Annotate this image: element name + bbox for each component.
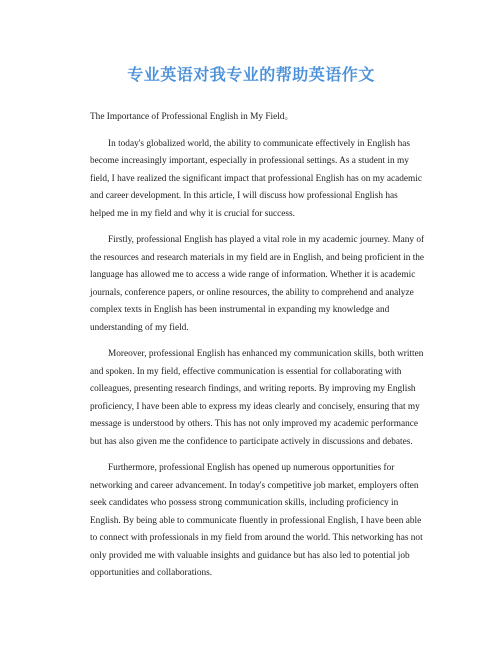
paragraph-line: field, I have realized the significant impact that professional English has on my academic [90, 173, 422, 184]
paragraph-line: Moreover, professional English has enhanced my communication skills, both written [108, 349, 424, 359]
paragraph-line: Furthermore, professional English has opened up numerous opportunities for [108, 463, 395, 473]
paragraph-line: the resources and research materials in my field are in English, and being proficient in the [90, 252, 425, 263]
paragraph-line: but has also given me the confidence to participate actively in discussions and debates. [90, 436, 413, 447]
paragraph-line: to connect with professionals in my field from around the world. This networking has not [90, 533, 423, 543]
essay-body [90, 136, 425, 583]
paragraph-line: and career development. In this article, I will discuss how professional English has [90, 191, 398, 201]
paragraph-line: In today's globalized world, the ability to communicate effectively in English has [108, 138, 411, 149]
paragraph-line: seek candidates who possess strong communication skills, including proficiency in [90, 498, 399, 508]
paragraph-line: Firstly, professional English has played a vital role in my academic journey. Many of [108, 235, 425, 245]
paragraph-line: and spoken. In my field, effective communication is essential for collaborating with [90, 366, 402, 377]
paragraph-3 [90, 346, 424, 451]
paragraph-line: message is understood by others. This has not only improved my academic performance [90, 419, 418, 429]
paragraph-1 [90, 136, 422, 224]
paragraph-line: colleagues, presenting research findings, and writing reports. By improving my English [90, 384, 416, 394]
document-title: 专业英语对我专业的帮助英语作文 [127, 65, 375, 84]
paragraph-4 [90, 460, 423, 583]
paragraph-line: networking and career advancement. In today's competitive job market, employers often [90, 480, 419, 491]
paragraph-line: become increasingly important, especially in professional settings. As a student in my [90, 156, 409, 166]
paragraph-line: only provided me with valuable insights and guidance but has also led to potential job [90, 550, 410, 561]
paragraph-line: helped me in my field and why it is crucial for success. [90, 208, 295, 219]
paragraph-2 [90, 232, 425, 337]
paragraph-line: English. By being able to communicate fluently in professional English, I have been able [90, 515, 422, 526]
paragraph-line: opportunities and collaborations. [90, 568, 213, 578]
paragraph-line: complex texts in English has been instrumental in expanding my knowledge and [90, 305, 390, 315]
paragraph-line: understanding of my field. [90, 322, 189, 333]
paragraph-line: proficiency, I have been able to express my ideas clearly and concisely, ensuring that my [90, 401, 420, 412]
paragraph-line: language has allowed me to access a wide range of information. Whether it is academic [90, 270, 416, 280]
essay-heading [90, 109, 412, 127]
essay-heading-text: The Importance of Professional English in My Field。 [90, 112, 294, 122]
paragraph-line: journals, conference papers, or online resources, the ability to comprehend and analyze [90, 287, 414, 298]
